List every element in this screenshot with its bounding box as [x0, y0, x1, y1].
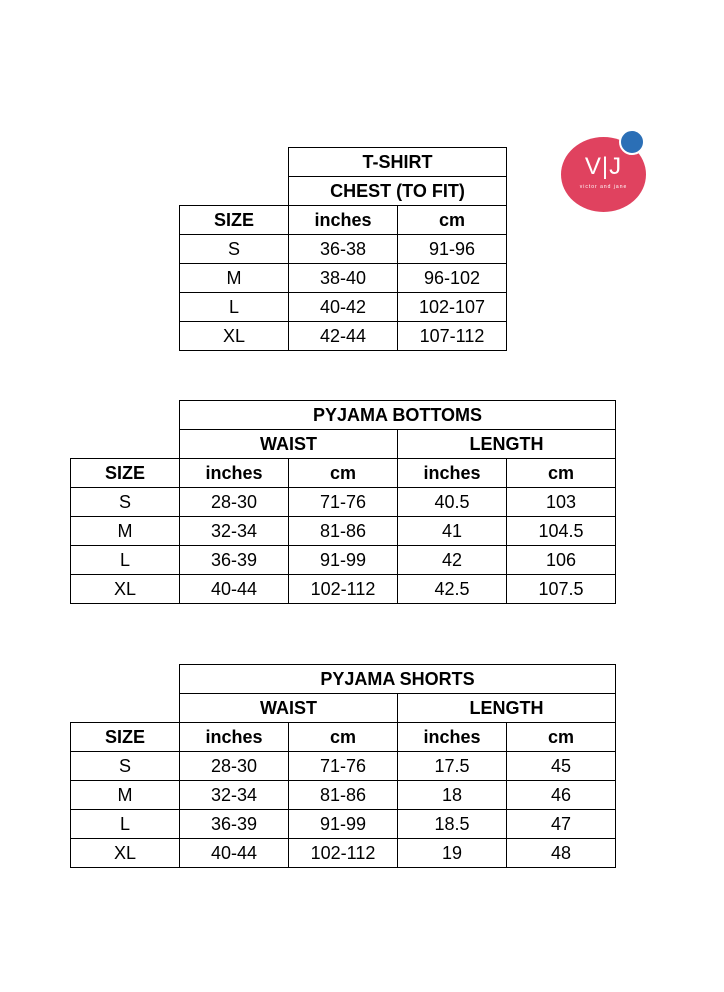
table-cell: L — [71, 546, 180, 575]
table-cell: 91-99 — [289, 810, 398, 839]
table-row — [71, 839, 616, 868]
logo-dot — [619, 129, 645, 155]
table-cell: 32-34 — [180, 781, 289, 810]
table-row — [180, 235, 507, 264]
table-cell: 102-112 — [289, 575, 398, 604]
table-row — [180, 322, 507, 351]
table-title-row — [71, 401, 616, 430]
table-header-row — [71, 723, 616, 752]
table-cell: 91-96 — [398, 235, 507, 264]
column-header: cm — [289, 459, 398, 488]
table-cell: 96-102 — [398, 264, 507, 293]
group-header-length: LENGTH — [398, 430, 616, 459]
column-header: cm — [398, 206, 507, 235]
table-cell: XL — [71, 575, 180, 604]
table-cell: 40.5 — [398, 488, 507, 517]
table-cell: 40-42 — [289, 293, 398, 322]
pyjama-bottoms-size-table — [70, 400, 616, 604]
table-cell: S — [71, 752, 180, 781]
table-row — [180, 264, 507, 293]
column-header: inches — [398, 723, 507, 752]
column-header: inches — [398, 459, 507, 488]
table-row — [71, 517, 616, 546]
table-header-row — [71, 459, 616, 488]
group-header-length: LENGTH — [398, 694, 616, 723]
table-cell: 42 — [398, 546, 507, 575]
table-row — [71, 810, 616, 839]
table-title-row — [71, 665, 616, 694]
table-cell: 71-76 — [289, 488, 398, 517]
table-cell: 48 — [507, 839, 616, 868]
table-cell: 107.5 — [507, 575, 616, 604]
table-cell: 81-86 — [289, 781, 398, 810]
column-header: SIZE — [71, 723, 180, 752]
table-cell: 107-112 — [398, 322, 507, 351]
brand-logo — [561, 129, 647, 213]
table-cell: 40-44 — [180, 839, 289, 868]
column-header: SIZE — [71, 459, 180, 488]
pyjama-shorts-size-table — [70, 664, 616, 868]
table-cell: 47 — [507, 810, 616, 839]
table-title: PYJAMA BOTTOMS — [180, 401, 616, 430]
column-header: cm — [507, 459, 616, 488]
table-title: PYJAMA SHORTS — [180, 665, 616, 694]
table-cell: L — [180, 293, 289, 322]
table-cell: 45 — [507, 752, 616, 781]
table-cell: L — [71, 810, 180, 839]
table-cell: 38-40 — [289, 264, 398, 293]
table-cell: 19 — [398, 839, 507, 868]
table-cell: 91-99 — [289, 546, 398, 575]
table-cell: XL — [71, 839, 180, 868]
column-header: cm — [507, 723, 616, 752]
table-row — [71, 575, 616, 604]
table-title-row — [180, 148, 507, 177]
logo-tagline: victor and jane — [579, 184, 628, 190]
column-header: SIZE — [180, 206, 289, 235]
table-cell: M — [71, 781, 180, 810]
table-row — [71, 752, 616, 781]
table-cell: 71-76 — [289, 752, 398, 781]
table-cell: 18.5 — [398, 810, 507, 839]
table-group-row — [71, 694, 616, 723]
table-group-row — [71, 430, 616, 459]
table-cell: M — [180, 264, 289, 293]
table-cell: 42.5 — [398, 575, 507, 604]
table-cell: 42-44 — [289, 322, 398, 351]
table-cell: 102-107 — [398, 293, 507, 322]
table-cell: 102-112 — [289, 839, 398, 868]
column-header: inches — [180, 459, 289, 488]
table-cell: XL — [180, 322, 289, 351]
table-cell: 36-38 — [289, 235, 398, 264]
table-cell: 28-30 — [180, 488, 289, 517]
table-cell: 104.5 — [507, 517, 616, 546]
group-header: CHEST (TO FIT) — [289, 177, 507, 206]
column-header: cm — [289, 723, 398, 752]
table-cell: 36-39 — [180, 810, 289, 839]
table-cell: 46 — [507, 781, 616, 810]
table-cell: S — [71, 488, 180, 517]
group-header-waist: WAIST — [180, 694, 398, 723]
table-cell: 81-86 — [289, 517, 398, 546]
table-cell: 36-39 — [180, 546, 289, 575]
group-header-waist: WAIST — [180, 430, 398, 459]
table-cell: 18 — [398, 781, 507, 810]
table-row — [180, 293, 507, 322]
table-cell: M — [71, 517, 180, 546]
logo-mark: V|J — [584, 153, 623, 180]
table-cell: 41 — [398, 517, 507, 546]
table-row — [71, 781, 616, 810]
table-cell: S — [180, 235, 289, 264]
table-row — [71, 546, 616, 575]
column-header: inches — [289, 206, 398, 235]
table-cell: 32-34 — [180, 517, 289, 546]
table-cell: 17.5 — [398, 752, 507, 781]
tshirt-size-table — [179, 147, 507, 351]
table-header-row — [180, 206, 507, 235]
table-group-row — [180, 177, 507, 206]
table-row — [71, 488, 616, 517]
table-cell: 106 — [507, 546, 616, 575]
table-cell: 28-30 — [180, 752, 289, 781]
table-cell: 103 — [507, 488, 616, 517]
column-header: inches — [180, 723, 289, 752]
table-title: T-SHIRT — [289, 148, 507, 177]
table-cell: 40-44 — [180, 575, 289, 604]
